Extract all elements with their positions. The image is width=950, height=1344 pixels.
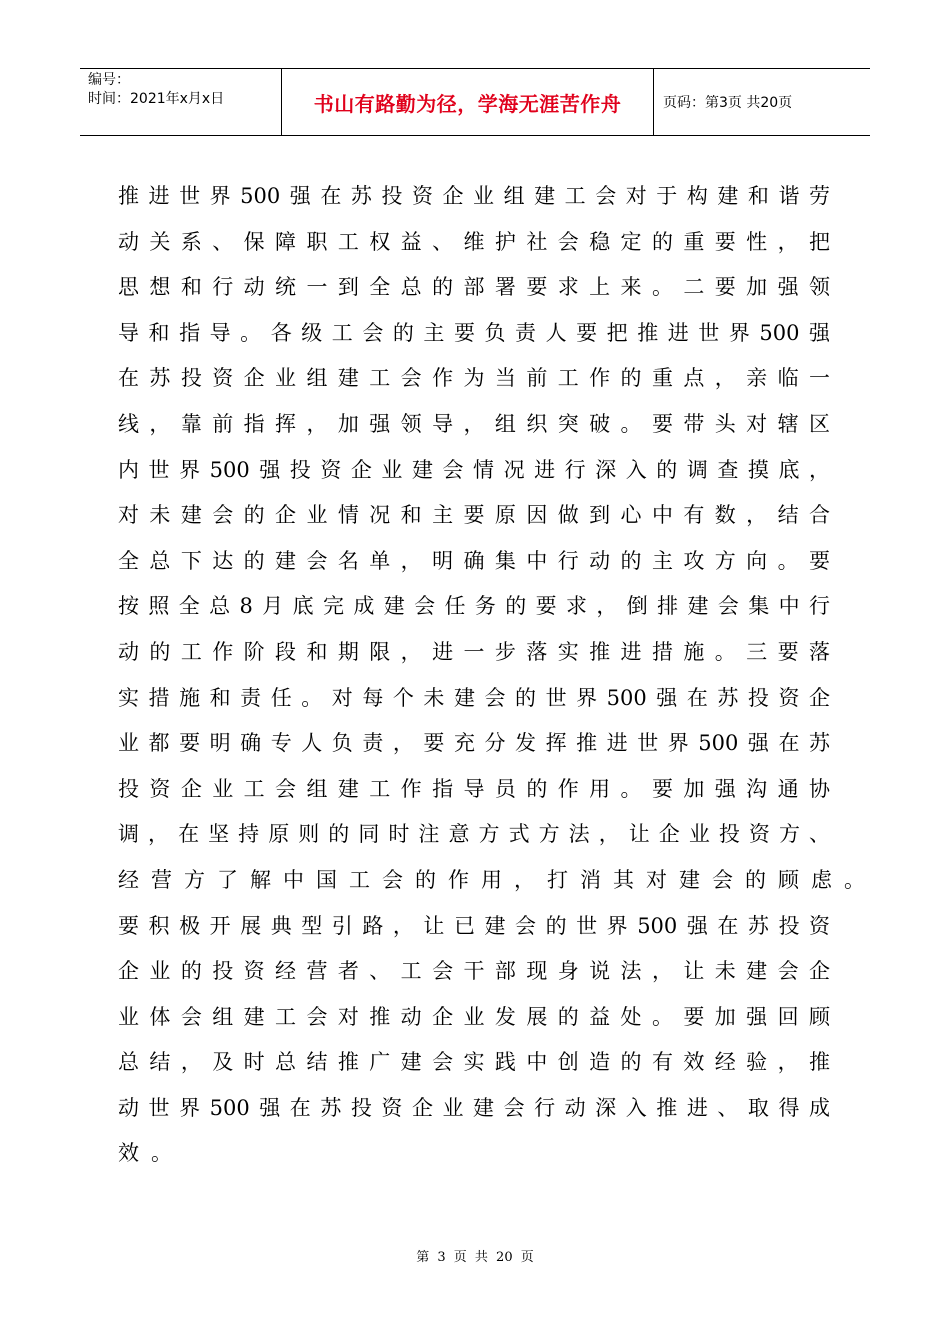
body-text	[118, 174, 877, 1177]
text-line: 经营方了解中国工会的作用，打消其对建会的顾虑。	[118, 867, 877, 892]
text-line: 内世界500强投资企业建会情况进行深入的调查摸底，	[118, 457, 830, 482]
document-header	[80, 68, 870, 136]
text-line: 在苏投资企业组建工会作为当前工作的重点，亲临一	[118, 366, 830, 391]
header-motto: 书山有路勤为径，学海无涯苦作舟	[282, 69, 654, 135]
text-line: 调，在坚持原则的同时注意方式方法，让企业投资方、	[118, 822, 830, 847]
text-line: 效。	[118, 1141, 184, 1166]
text-line: 业体会组建工会对推动企业发展的益处。要加强回顾	[118, 1004, 830, 1029]
text-line: 动关系、保障职工权益、维护社会稳定的重要性，把	[118, 229, 830, 254]
text-line: 要积极开展典型引路，让已建会的世界500强在苏投资	[118, 913, 830, 938]
page-footer: 第 3 页 共 20 页	[416, 1250, 534, 1265]
text-line: 实措施和责任。对每个未建会的世界500强在苏投资企	[118, 685, 830, 710]
text-line: 业都要明确专人负责，要充分发挥推进世界500强在苏	[118, 731, 830, 756]
document-number-label: 编号：	[88, 72, 130, 88]
text-line: 导和指导。各级工会的主要负责人要把推进世界500强	[118, 320, 830, 345]
text-line: 按照全总8月底完成建会任务的要求，倒排建会集中行	[118, 594, 830, 619]
header-page-number: 页码：第3页 共20页	[663, 95, 793, 111]
text-line: 总结，及时总结推广建会实践中创造的有效经验，推	[118, 1050, 830, 1075]
text-line: 推进世界500强在苏投资企业组建工会对于构建和谐劳	[118, 184, 830, 208]
text-line: 对未建会的企业情况和主要原因做到心中有数，结合	[118, 503, 830, 528]
header-meta	[80, 69, 282, 135]
text-line: 线，靠前指挥，加强领导，组织突破。要带头对辖区	[118, 411, 830, 436]
document-date-label: 时间：2021年x月x日	[88, 91, 225, 107]
text-line: 企业的投资经营者、工会干部现身说法，让未建会企	[118, 959, 830, 984]
text-line: 全总下达的建会名单，明确集中行动的主攻方向。要	[118, 548, 830, 573]
text-line: 思想和行动统一到全总的部署要求上来。二要加强领	[118, 275, 830, 300]
text-line: 投资企业工会组建工作指导员的作用。要加强沟通协	[118, 776, 830, 801]
text-line: 动世界500强在苏投资企业建会行动深入推进、取得成	[118, 1095, 830, 1120]
text-line: 动的工作阶段和期限，进一步落实推进措施。三要落	[118, 639, 830, 664]
